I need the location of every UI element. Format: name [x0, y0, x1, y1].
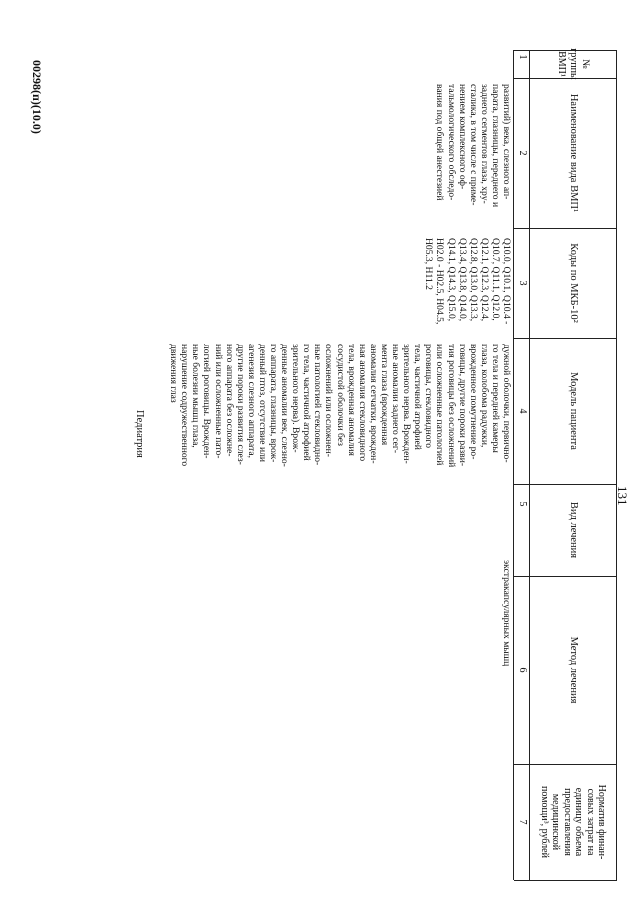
header-treatment-type: Вид лечения [568, 501, 579, 559]
number-row-bottom-border [513, 50, 514, 880]
col-border-7 [514, 880, 617, 881]
row-vmp-name: развитий) века, слезного ап- парата, глазницы, переднего и заднего сегментов глаза, хру- сталика, в том числе с приме- нением комплексного оф- тальмологического обследо- вания под общей анестезией [434, 84, 512, 208]
header-cost-standard: Норматив финан- совых затрат на единицу объема предоставления медицинской помощи³, рублей [539, 784, 608, 860]
col-number-4: 4 [517, 408, 528, 414]
document-code: 00298(п)(10.0) [30, 60, 44, 134]
col-number-3: 3 [517, 280, 528, 286]
header-icd-codes: Коды по МКБ-10² [568, 243, 579, 323]
header-patient-model: Модель пациента [568, 372, 579, 450]
col-number-5: 5 [517, 501, 528, 507]
col-number-6: 6 [517, 667, 528, 673]
col-number-1: 1 [517, 54, 528, 60]
section-label: Педиатрия [134, 410, 145, 458]
row-icd-codes: Q10.0, Q10.1, Q10.4 - Q10.7, Q11.1, Q12.0, Q12.1, Q12.3, Q12.4, Q12.8, Q13.0, Q13.3, Q13.4, Q13.8, Q14.0, Q14.1, Q14.3, Q15.0, H02.0 - H02.5, H04.5, H05.3, H11.2 [423, 238, 512, 325]
header-vmp-name: Наименование вида ВМП¹ [568, 93, 579, 213]
header-group-number: № группы ВМП¹ [556, 48, 591, 80]
row-patient-model: дужной оболочки, первично- го тела и передней камеры глаза, колобома радужки, врожденное помутнение ро- говицы, другие пороки разви- тия роговицы без осложнений или осложненные патологией роговицы, стекловидного тела, частичной атрофией зрительного нерва. Врожден- ные аномалии заднего сег- мента глаза (врожденная аномалия сетчатки, врожден- ная аномалия стекловидного тела, врожденная аномалия сосудистой оболочки без осложнений или осложнен- ные патологией стекловидно- го тела, частичной атрофией зрительного нерва). Врож- денные аномалии век, слезно- го аппарата, глазницы, врож- денный птоз, отсутствие или агенезия слезного аппарата, другие пороки развития слез- ного аппарата без осложне- ний или осложненные пато- логией роговицы. Врожден- ные болезни мышц глаза, нарушение содружественного движения глаз [168, 344, 512, 468]
page-number: 131 [615, 486, 630, 506]
col-number-7: 7 [517, 819, 528, 825]
header-treatment-method: Метод лечения [568, 636, 579, 704]
col-number-2: 2 [517, 150, 528, 156]
table-top-border [616, 50, 617, 880]
row-treatment-method: экстракапсулярных мышц [501, 560, 512, 667]
